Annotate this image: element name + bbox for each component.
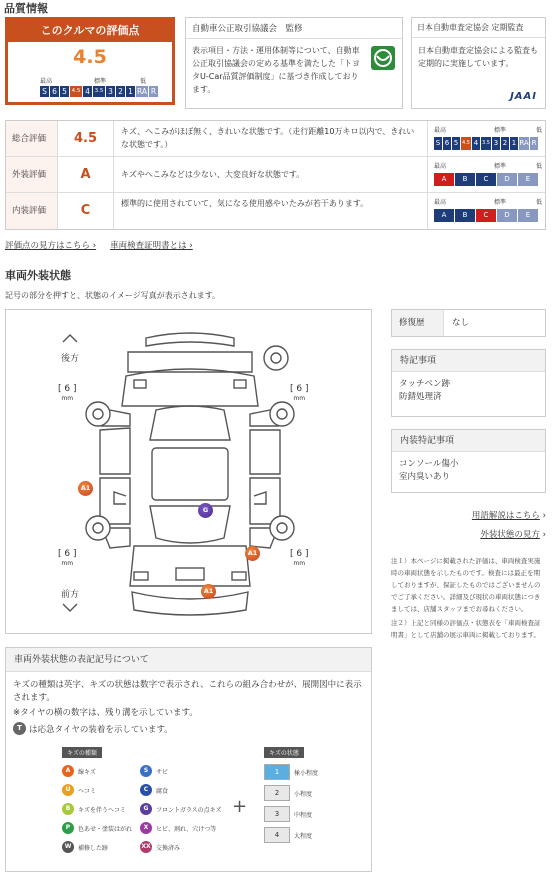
rating-row (6, 121, 545, 157)
legend-kind-item: S サビ (140, 765, 168, 777)
rating-scale (428, 121, 545, 156)
rating-scale (428, 193, 545, 229)
legend-kind-item: XX 交換済み (141, 843, 181, 852)
kind-code-icon: U (62, 784, 74, 796)
tire-depth-front-left: [ 6 ] mm (58, 549, 77, 567)
eval-scale-cell: R (150, 87, 157, 96)
exterior-desc: 記号の部分を押すと、状態のイメージ写真が表示されます。 (5, 291, 221, 300)
legend-kind-item: P 色あせ・塗装はがれ (62, 822, 132, 834)
spare-tire-icon: T (13, 722, 26, 735)
row-scale-cell: 1 (510, 137, 518, 150)
kind-code-icon: S (140, 765, 152, 777)
how-to-read-link[interactable]: 評価点の見方はこちら › (5, 241, 97, 251)
kind-code-icon: G (140, 803, 152, 815)
grade-scale-cell: D (497, 209, 517, 222)
row-scale-cell: 3 (492, 137, 500, 150)
row-scale-labels: 最高 標準 低 (434, 199, 542, 206)
legend-state-item: 2 小程度 (264, 785, 312, 801)
legend-kind-item: A 線キズ (62, 765, 96, 777)
grade-scale-cell: C (476, 173, 496, 186)
exterior-guide-link[interactable]: 外装状態の見方 › (480, 530, 546, 540)
grade-scale-cell: B (455, 209, 475, 222)
grade-scale-cell: E (518, 209, 538, 222)
row-scale-cell: 4 (472, 137, 480, 150)
repair-history-value: なし (452, 318, 470, 328)
eval-links (5, 239, 193, 251)
row-scale-cell: S (434, 137, 442, 150)
rating-value: A (58, 157, 114, 192)
legend-state-item: 4 大程度 (264, 827, 312, 843)
note-2: 注２）上記と同様の評価点・状態表を「車両検査証明書」として店舗の展示車両に掲載しております。 (391, 619, 541, 639)
rating-text: キズ、へこみがほぼ無く、きれいな状態です。（走行距離10万キロ以内で、きれいな状態です。） (114, 121, 428, 156)
damage-marker-g[interactable]: G (198, 503, 213, 518)
rating-value: 4.5 (58, 121, 114, 156)
grade-scale-cell: C (476, 209, 496, 222)
interior-note-item: 室内臭いあり (399, 472, 451, 482)
legend-title: 車両外装状態の表記記号について (6, 648, 371, 672)
state-title: キズの状態 (264, 747, 304, 758)
legend-state-item: 1 極小程度 (264, 764, 318, 780)
grade-scale-cell: D (497, 173, 517, 186)
kind-code-icon: P (62, 822, 74, 834)
row-scale-cell: RA (519, 137, 529, 150)
council-logo-icon (371, 46, 395, 70)
cert-link[interactable]: 車両検査証明書とは › (110, 241, 193, 251)
legend-kind-item: B キズを伴うヘコミ (62, 803, 126, 815)
special-note-item: 防錆処理済 (399, 392, 442, 402)
state-num: 2 (264, 785, 290, 801)
jaai-title: 日本自動車査定協会 定期監査 (412, 18, 545, 38)
row-scale-labels: 最高 標準 低 (434, 127, 542, 134)
special-notes-title: 特記事項 (392, 350, 545, 372)
row-scale-strip (434, 173, 538, 186)
rating-text: キズやへこみなどは少ない、大変良好な状態です。 (114, 157, 428, 192)
eval-scale-cell: S (40, 86, 49, 97)
eval-scale-cell: 3.5 (93, 86, 105, 97)
kind-code-icon: XX (140, 841, 152, 853)
interior-note-item: コンソール傷小 (399, 459, 459, 469)
row-scale-cell: 3.5 (481, 137, 491, 150)
eval-scale-cell: 5 (60, 86, 69, 97)
damage-marker-a1-right[interactable]: A1 (245, 546, 260, 561)
grade-scale-cell: E (518, 173, 538, 186)
eval-scale-cell: 2 (116, 86, 125, 97)
special-note-item: タッチペン跡 (399, 379, 451, 389)
eval-scale-cell: 3 (106, 86, 115, 97)
grade-scale-cell: A (434, 209, 454, 222)
row-scale-cell: R (530, 137, 538, 150)
repair-history-box (391, 309, 546, 337)
council-body: 表示項目・方法・運用体制等について、自動車公正取引協議会の定める基準を満たした「トヨタU-Car品質評価制度」に基づき作成しております。 (192, 46, 360, 94)
rating-label: 外装評価 (6, 157, 58, 192)
legend-kind-item: C 腐食 (140, 784, 168, 796)
eval-scale-cell: 6 (50, 86, 59, 97)
legend-kind-item: G フロントガラスの点キズ (140, 803, 222, 815)
rating-row (6, 157, 545, 193)
legend-box (5, 647, 372, 872)
jaai-box (411, 17, 546, 109)
row-scale-strip (434, 137, 538, 150)
state-num: 3 (264, 806, 290, 822)
legend-state-item: 3 中程度 (264, 806, 312, 822)
eval-scale-cell: 1 (126, 86, 135, 97)
kind-code-icon: X (140, 822, 152, 834)
state-num: 1 (264, 764, 290, 780)
row-scale-cell: 2 (501, 137, 509, 150)
legend-line-3: T は応急タイヤの装着を示しています。 (13, 722, 173, 735)
kind-code-icon: A (62, 765, 74, 777)
damage-marker-a1-front[interactable]: A1 (201, 584, 216, 599)
legend-kind-item: U ヘコミ (62, 784, 96, 796)
kind-code-icon: B (62, 803, 74, 815)
jaai-body: 日本自動車査定協会による監査も定期的に実施しています。 (418, 46, 538, 68)
legend-line-1: キズの種類は英字、キズの状態は数字で表示され、これらの組み合わせが、展開図中に表示されます。 (13, 680, 362, 703)
interior-notes-box (391, 429, 546, 493)
notes (391, 555, 546, 641)
damage-marker-a1-left[interactable]: A1 (78, 481, 93, 496)
rating-value: C (58, 193, 114, 229)
legend-kind-item: W 補修した跡 (62, 841, 108, 853)
plus-icon: + (232, 796, 248, 817)
row-scale-labels: 最高 標準 低 (434, 163, 542, 170)
tire-depth-front-right: [ 6 ] mm (290, 549, 309, 567)
special-notes-box (391, 349, 546, 417)
repair-history-label: 修復歴 (392, 310, 444, 336)
grade-scale-cell: A (434, 173, 454, 186)
exterior-title: 車両外装状態 (5, 269, 71, 282)
eval-scale-cell: RA (136, 87, 148, 96)
kinds-title: キズの種類 (62, 747, 102, 758)
rating-table (5, 120, 546, 230)
kind-code-icon: W (62, 841, 74, 853)
grade-scale-cell: B (455, 173, 475, 186)
row-scale-cell: 6 (443, 137, 451, 150)
legend-line-2: ※タイヤの横の数字は、残り溝を示しています。 (13, 708, 198, 718)
terms-link[interactable]: 用語解説はこちら › (471, 511, 546, 521)
row-scale-strip (434, 209, 538, 222)
row-scale-cell: 5 (452, 137, 460, 150)
row-scale-cell: 4.5 (461, 137, 471, 150)
tire-depth-rear-right: [ 6 ] mm (290, 384, 309, 402)
rating-row (6, 193, 545, 229)
eval-card-title: このクルマの評価点 (8, 20, 172, 42)
rating-text: 標準的に使用されていて、気になる使用感やいたみが若干あります。 (114, 193, 428, 229)
legend-kind-item: X ヒビ、割れ、穴けつ等 (140, 822, 216, 834)
state-num: 4 (264, 827, 290, 843)
eval-card: このクルマの評価点 4.5 最高 標準 低 S 6 5 4.5 4 3.5 3 2 1 RA R (5, 17, 175, 105)
page-title: 品質情報 (4, 2, 48, 15)
car-diagram (5, 309, 372, 634)
eval-scale-cell: 4 (83, 86, 92, 97)
eval-scale-cell: 4.5 (70, 86, 82, 97)
rating-scale (428, 157, 545, 192)
rear-label: 後方 (61, 354, 80, 364)
kind-code-icon: C (140, 784, 152, 796)
front-label: 前方 (61, 590, 80, 600)
interior-notes-title: 内装特記事項 (392, 430, 545, 452)
jaai-logo: JAAI (510, 91, 537, 102)
tire-depth-rear-left: [ 6 ] mm (58, 384, 77, 402)
note-1: 注１）本ページに掲載された評価は、車両検査実施時の車両状態を示したものです。検査には最正を期しておりますが、保証したものではございませんのでご了承ください。詳細及び現状の車両状態につきましては、店舗スタッフまでお尋ねください。 (391, 557, 541, 613)
council-box (185, 17, 403, 109)
eval-card-scale (40, 86, 158, 97)
rating-label: 内装評価 (6, 193, 58, 229)
council-title: 自動車公正取引協議会 監修 (186, 18, 402, 39)
rating-label: 総合評価 (6, 121, 58, 156)
eval-card-score: 4.5 (73, 46, 107, 68)
